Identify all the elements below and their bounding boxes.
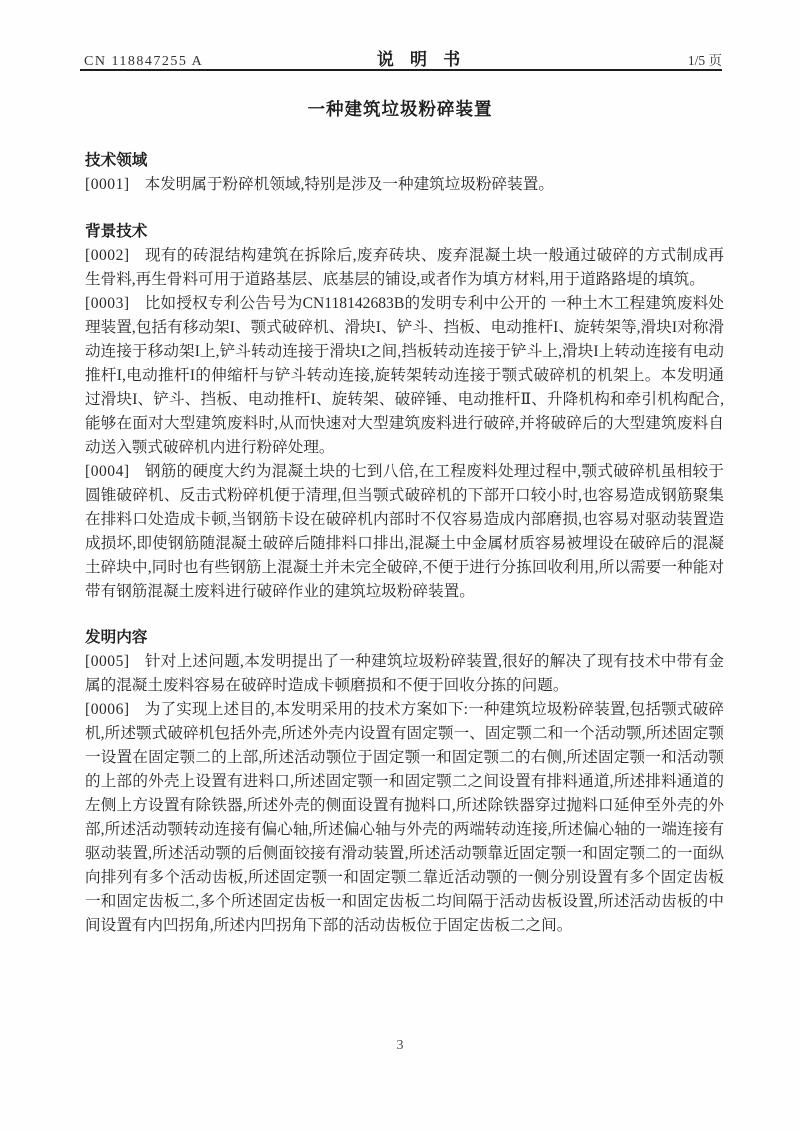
paragraph-number: [0002]: [85, 247, 130, 264]
section-background: [85, 220, 724, 604]
paragraph-text: 为了实现上述目的,本发明采用的技术方案如下:一种建筑垃圾粉碎装置,包括颚式破碎机,所述颚式破碎机包括外壳,所述外壳内设置有固定颚一、固定颚二和一个活动颚,所述固定颚一设置在固定颚二的上部,所述活动颚位于固定颚一和固定颚二的右侧,所述固定颚一和活动颚的上部的外壳上设置有进料口,所述固定颚一和固定颚二之间设置有排料通道,所述排料通道的左侧上方设置有除铁器,所述外壳的侧面设置有抛料口,所述除铁器穿过抛料口延伸至外壳的外部,所述活动颚转动连接有偏心轴,所述偏心轴与外壳的两端转动连接,所述偏心轴的一端连接有驱动装置,所述活动颚的后侧面铰接有滑动装置,所述活动颚靠近固定颚一和固定颚二的一面纵向排列有多个活动齿板,所述固定颚一和固定颚二靠近活动颚的一侧分别设置有多个固定齿板一和固定齿板二,多个所述固定齿板一和固定齿板二均间隔于活动齿板设置,所述活动齿板的中间设置有内凹拐角,所述内凹拐角下部的活动齿板位于固定齿板二之间。: [85, 701, 724, 934]
page-header: [84, 45, 722, 70]
paragraph-number: [0006]: [85, 701, 130, 718]
paragraph: [85, 292, 724, 460]
paragraph-number: [0004]: [85, 463, 130, 480]
paragraph: [85, 173, 724, 197]
document-type-label: 说 明 书: [376, 50, 467, 69]
paragraph: [85, 650, 724, 698]
section-heading: 技术领域: [85, 152, 148, 169]
document-body: [85, 149, 724, 938]
section-heading: 背景技术: [85, 223, 148, 240]
paragraph-text: 比如授权专利公告号为CN118142683B的发明专利中公开的 一种土木工程建筑废料处理装置,包括有移动架I、颚式破碎机、滑块I、铲斗、挡板、电动推杆I、旋转架等,滑块I对称滑动连接于移动架I上,铲斗转动连接于滑块I之间,挡板转动连接于铲斗上,滑块I上转动连接有电动推杆I,电动推杆I的伸缩杆与铲斗转动连接,旋转架转动连接于颚式破碎机的机架上。本发明通过滑块I、铲斗、挡板、电动推杆I、旋转架、破碎锤、电动推杆Ⅱ、升降机构和牵引机构配合,能够在面对大型建筑废料时,从而快速对大型建筑废料进行破碎,并将破碎后的大型建筑废料自动送入颚式破碎机内进行粉碎处理。: [85, 295, 724, 456]
paragraph-text: 针对上述问题,本发明提出了一种建筑垃圾粉碎装置,很好的解决了现有技术中带有金属的混凝土废料容易在破碎时造成卡顿磨损和不便于回收分拣的问题。: [85, 653, 724, 694]
header-rule: [80, 69, 722, 71]
paragraph-number: [0001]: [85, 176, 130, 193]
page-indicator: 1/5 页: [687, 53, 722, 68]
invention-title: 一种建筑垃圾粉碎装置: [307, 99, 493, 119]
section-heading: 发明内容: [85, 629, 148, 646]
page-footer: [0, 1036, 800, 1054]
paragraph-text: 钢筋的硬度大约为混凝土块的七到八倍,在工程废料处理过程中,颚式破碎机虽相较于圆锥破碎机、反击式粉碎机便于清理,但当颚式破碎机的下部开口较小时,也容易造成钢筋聚集在排料口处造成卡顿,当钢筋卡设在破碎机内部时不仅容易造成内部磨损,也容易对驱动装置造成损坏,即使钢筋随混凝土破碎后随排料口排出,混凝土中金属材质容易被埋设在破碎后的混凝土碎块中,同时也有些钢筋上混凝土并未完全破碎,不便于进行分拣回收利用,所以需要一种能对带有钢筋混凝土废料进行破碎作业的建筑垃圾粉碎装置。: [85, 463, 724, 600]
section-summary-of-invention: [85, 626, 724, 938]
section-technical-field: [85, 149, 724, 197]
page-number: 3: [396, 1038, 404, 1053]
paragraph-number: [0003]: [85, 295, 130, 312]
paragraph: [85, 460, 724, 604]
paragraph: [85, 244, 724, 292]
paragraph-text: 本发明属于粉碎机领域,特别是涉及一种建筑垃圾粉碎装置。: [144, 176, 554, 193]
paragraph-number: [0005]: [85, 653, 130, 670]
paragraph: [85, 698, 724, 938]
paragraph-text: 现有的砖混结构建筑在拆除后,废弃砖块、废弃混凝土块一般通过破碎的方式制成再生骨料,再生骨料可用于道路基层、底基层的铺设,或者作为填方材料,用于道路路堤的填筑。: [85, 247, 724, 288]
patent-number: CN 118847255 A: [84, 54, 204, 69]
